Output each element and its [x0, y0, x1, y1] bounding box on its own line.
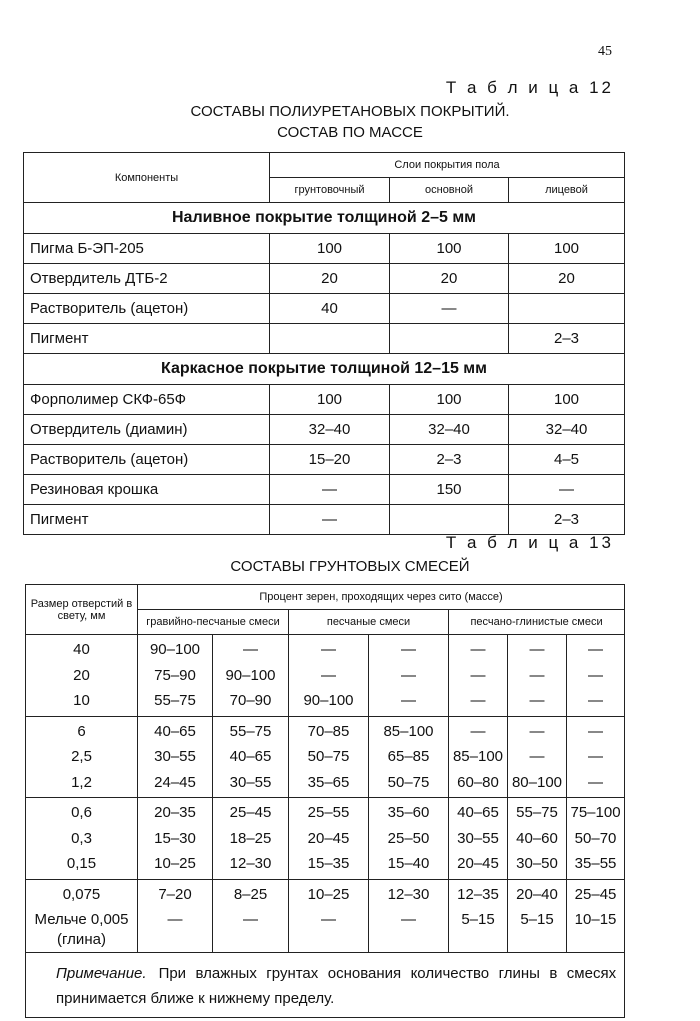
table-note: [26, 953, 625, 1018]
value-cell: 10–25: [154, 855, 196, 872]
value-cell: —: [509, 475, 625, 505]
value-cell: —: [167, 911, 183, 928]
value-cell: 90–100: [225, 666, 276, 684]
value-cell: 18–25: [229, 829, 272, 847]
component-name: Пигмент: [24, 324, 270, 354]
value-cell: [390, 324, 509, 354]
value-cell: —: [588, 748, 604, 765]
note-text: При влажных грунтах основания количество глины в смесях принимается ближе к нижнему пределу.: [56, 965, 617, 1007]
value-cell: 12–30: [229, 855, 272, 872]
value-cell: 2–3: [390, 445, 509, 475]
value-cell: 12–30: [387, 885, 430, 903]
value-cell: —: [270, 475, 390, 505]
value-cell: 50–75: [307, 748, 350, 765]
value-cell: 40–60: [516, 829, 558, 847]
value-cell: 85–100: [383, 722, 434, 740]
value-cell: 20: [509, 264, 625, 294]
value-cell: 10–25: [307, 885, 350, 903]
value-cell: 100: [509, 234, 625, 264]
value-cell: —: [243, 911, 258, 928]
value-cell: 30–55: [457, 829, 499, 847]
value-cell: 20: [390, 264, 509, 294]
value-cell: 55–75: [229, 722, 272, 740]
table-row-group: [26, 635, 625, 717]
header-sand: песчаные смеси: [289, 610, 449, 635]
table-row: [24, 324, 625, 354]
table-12-title-line1: СОСТАВЫ ПОЛИУРЕТАНОВЫХ ПОКРЫТИЙ.: [190, 103, 510, 120]
value-cell: 2–3: [509, 324, 625, 354]
value-cell: 20–45: [457, 855, 499, 872]
value-cell: —: [470, 666, 486, 684]
value-cell: —: [529, 666, 545, 684]
value-cell: 65–85: [387, 748, 430, 765]
value-cell: 55–75: [154, 692, 196, 709]
table-row: [24, 264, 625, 294]
value-cell: 90–100: [149, 641, 201, 658]
component-name: Пигмент: [24, 505, 270, 535]
value-cell: 100: [509, 385, 625, 415]
value-cell: 100: [390, 385, 509, 415]
value-cell: 80–100: [511, 773, 563, 791]
value-cell: —: [401, 666, 416, 684]
value-cell: 5–15: [520, 911, 554, 928]
value-cell: 25–45: [574, 885, 617, 903]
value-cell: 32–40: [509, 415, 625, 445]
section-title: Каркасное покрытие толщиной 12–15 мм: [24, 354, 625, 385]
size-value: 6: [77, 722, 86, 740]
value-cell: —: [243, 641, 258, 658]
value-cell: 30–55: [154, 748, 196, 765]
size-value: 2,5: [71, 748, 92, 765]
value-cell: 20: [270, 264, 390, 294]
value-cell: —: [401, 911, 416, 928]
header-col-base: основной: [390, 178, 509, 203]
value-cell: —: [470, 641, 486, 658]
value-cell: 20–35: [154, 804, 196, 821]
size-value: Мельче 0,005: [34, 911, 129, 928]
size-value: 20: [73, 666, 90, 684]
component-name: Резиновая крошка: [24, 475, 270, 505]
value-cell: 15–35: [307, 855, 350, 872]
value-cell: —: [588, 641, 604, 658]
value-cell: 100: [390, 234, 509, 264]
value-cell: 20–45: [307, 829, 350, 847]
value-cell: —: [390, 294, 509, 324]
table-row: [24, 415, 625, 445]
header-size: Размер отверстий в свету, мм: [26, 585, 138, 635]
value-cell: 24–45: [154, 773, 196, 791]
value-cell: 100: [270, 234, 390, 264]
value-cell: 150: [390, 475, 509, 505]
value-cell: —: [529, 722, 545, 740]
value-cell: 40–65: [154, 722, 196, 740]
value-cell: —: [588, 666, 604, 684]
size-value: 0,6: [71, 804, 92, 821]
value-cell: 4–5: [509, 445, 625, 475]
value-cell: 60–80: [457, 773, 499, 791]
table-12-label: Т а б л и ц а 12: [445, 78, 614, 97]
table-13-label: Т а б л и ц а 13: [445, 533, 614, 552]
value-cell: —: [401, 641, 416, 658]
value-cell: —: [529, 692, 545, 709]
table-12: [23, 152, 625, 535]
value-cell: 35–55: [574, 855, 617, 872]
size-value: 0,15: [66, 855, 97, 872]
value-cell: 75–90: [154, 666, 196, 684]
header-gravel-sand: гравийно-песчаные смеси: [138, 610, 289, 635]
value-cell: 25–50: [387, 829, 430, 847]
value-cell: 30–55: [229, 773, 272, 791]
value-cell: —: [529, 748, 545, 765]
table-row-group: [26, 798, 625, 880]
value-cell: 15–40: [387, 855, 430, 872]
table-row: [24, 385, 625, 415]
value-cell: —: [321, 911, 336, 928]
component-name: Отвердитель (диамин): [24, 415, 270, 445]
value-cell: 55–75: [516, 804, 558, 821]
value-cell: 5–15: [461, 911, 495, 928]
size-value: 0,075: [62, 885, 101, 903]
component-name: Пигма Б-ЭП-205: [24, 234, 270, 264]
component-name: Форполимер СКФ-65Ф: [24, 385, 270, 415]
size-value: 40: [73, 641, 90, 658]
section-title: Наливное покрытие толщиной 2–5 мм: [24, 203, 625, 234]
table-13-title: СОСТАВЫ ГРУНТОВЫХ СМЕСЕЙ: [230, 558, 470, 575]
table-row-group: [26, 879, 625, 953]
value-cell: 40–65: [229, 748, 272, 765]
size-value: 0,3: [71, 829, 92, 847]
value-cell: 70–90: [229, 692, 272, 709]
size-value: 10: [73, 692, 90, 709]
value-cell: 50–70: [574, 829, 617, 847]
value-cell: 10–15: [574, 911, 617, 928]
value-cell: [509, 294, 625, 324]
table-12-title-line2: СОСТАВ ПО МАССЕ: [277, 124, 423, 141]
value-cell: 75–100: [570, 804, 621, 821]
value-cell: 40: [270, 294, 390, 324]
value-cell: —: [588, 722, 604, 740]
table-13: [25, 584, 625, 1018]
table-row: [24, 505, 625, 535]
value-cell: 85–100: [452, 748, 504, 765]
value-cell: 20–40: [516, 885, 558, 903]
value-cell: 15–20: [270, 445, 390, 475]
value-cell: 32–40: [270, 415, 390, 445]
header-percent: Процент зерен, проходящих через сито (массе): [138, 585, 625, 610]
value-cell: 35–65: [307, 773, 350, 791]
table-row: [24, 294, 625, 324]
value-cell: 100: [270, 385, 390, 415]
value-cell: 25–55: [307, 804, 350, 821]
value-cell: —: [401, 692, 416, 709]
component-name: Отвердитель ДТБ-2: [24, 264, 270, 294]
size-value: (глина): [57, 931, 106, 948]
table-row-group: [26, 716, 625, 798]
note-label: Примечание.: [56, 965, 147, 982]
header-components: Компоненты: [24, 153, 270, 203]
header-col-face: лицевой: [509, 178, 625, 203]
value-cell: 15–30: [154, 829, 196, 847]
value-cell: 7–20: [158, 885, 192, 903]
table-row: [24, 475, 625, 505]
table-row: [24, 234, 625, 264]
header-layers: Слои покрытия пола: [270, 153, 625, 178]
component-name: Растворитель (ацетон): [24, 445, 270, 475]
value-cell: 25–45: [229, 804, 272, 821]
header-col-primer: грунтовочный: [270, 178, 390, 203]
value-cell: 90–100: [303, 692, 354, 709]
value-cell: 32–40: [390, 415, 509, 445]
value-cell: —: [321, 641, 336, 658]
size-value: 1,2: [71, 773, 92, 791]
value-cell: —: [270, 505, 390, 535]
value-cell: 70–85: [307, 722, 350, 740]
value-cell: 35–60: [387, 804, 430, 821]
value-cell: —: [588, 773, 604, 791]
value-cell: 8–25: [233, 885, 268, 903]
value-cell: [270, 324, 390, 354]
value-cell: 12–35: [457, 885, 499, 903]
component-name: Растворитель (ацетон): [24, 294, 270, 324]
value-cell: —: [470, 692, 486, 709]
value-cell: —: [321, 666, 336, 684]
page-number: 45: [598, 44, 612, 59]
value-cell: [390, 505, 509, 535]
value-cell: 40–65: [457, 804, 499, 821]
value-cell: —: [529, 641, 545, 658]
value-cell: 50–75: [387, 773, 430, 791]
header-sand-clay: песчано-глинистые смеси: [449, 610, 625, 635]
value-cell: —: [470, 722, 486, 740]
table-row: [24, 445, 625, 475]
value-cell: 2–3: [509, 505, 625, 535]
value-cell: —: [588, 692, 604, 709]
value-cell: 30–50: [516, 855, 558, 872]
